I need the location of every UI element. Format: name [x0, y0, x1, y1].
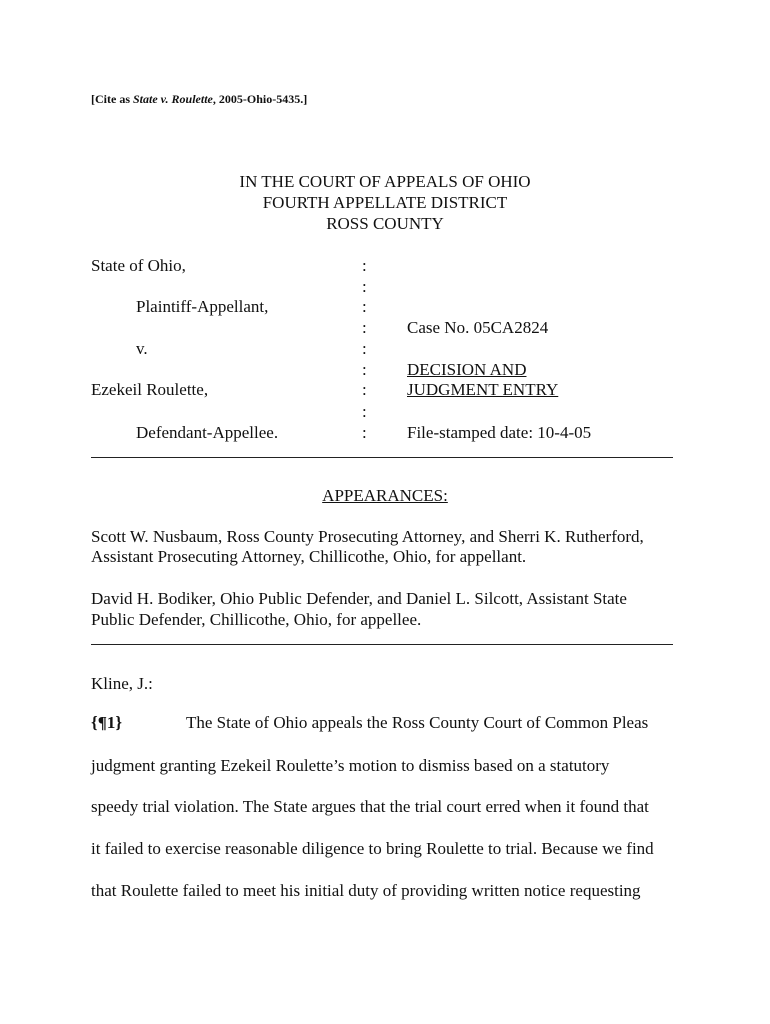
appearances-heading: APPEARANCES:	[322, 486, 448, 505]
caption-colon: :	[362, 360, 367, 379]
entry-title-line2: JUDGMENT ENTRY	[407, 380, 559, 399]
caption-colon: :	[362, 256, 367, 275]
opinion-line: speedy trial violation. The State argues that the trial court erred when it found that	[91, 797, 649, 816]
caption-colon: :	[362, 380, 367, 399]
court-district: FOURTH APPELLATE DISTRICT	[262, 193, 508, 212]
section-divider	[91, 457, 673, 458]
appellee-counsel-line2: Public Defender, Chillicothe, Ohio, for appellee.	[91, 610, 422, 629]
paragraph-marker: {¶1}	[91, 713, 123, 732]
section-divider	[91, 644, 673, 645]
appellant-counsel-line2: Assistant Prosecuting Attorney, Chillicothe, Ohio, for appellant.	[91, 547, 527, 566]
versus: v.	[136, 339, 148, 358]
citation-case-name: State v. Roulette	[133, 92, 213, 106]
caption-colon: :	[362, 277, 367, 296]
opinion-line: The State of Ohio appeals the Ross County Court of Common Pleas	[186, 713, 649, 732]
file-stamped-date: File-stamped date: 10-4-05	[407, 423, 592, 442]
opinion-line: it failed to exercise reasonable diligence to bring Roulette to trial. Because we find	[91, 839, 654, 858]
plaintiff-name: State of Ohio,	[91, 256, 186, 275]
opinion-line: that Roulette failed to meet his initial duty of providing written notice requesting	[91, 881, 641, 900]
caption-colon: :	[362, 297, 367, 316]
court-county: ROSS COUNTY	[326, 214, 444, 233]
opinion-author: Kline, J.:	[91, 674, 153, 693]
caption-colon: :	[362, 318, 367, 337]
citation	[91, 92, 307, 107]
caption-colon: :	[362, 423, 367, 442]
entry-title-line1: DECISION AND	[407, 360, 527, 379]
defendant-role: Defendant-Appellee.	[136, 423, 279, 442]
appellee-counsel-line1: David H. Bodiker, Ohio Public Defender, and Daniel L. Silcott, Assistant State	[91, 589, 627, 608]
citation-suffix: , 2005-Ohio-5435.]	[212, 92, 308, 106]
court-name: IN THE COURT OF APPEALS OF OHIO	[239, 172, 531, 191]
defendant-name: Ezekeil Roulette,	[91, 380, 209, 399]
appellant-counsel-line1: Scott W. Nusbaum, Ross County Prosecuting Attorney, and Sherri K. Rutherford,	[91, 527, 644, 546]
caption-colon: :	[362, 402, 367, 421]
plaintiff-role: Plaintiff-Appellant,	[136, 297, 269, 316]
case-number: Case No. 05CA2824	[407, 318, 549, 337]
opinion-line: judgment granting Ezekeil Roulette’s motion to dismiss based on a statutory	[91, 756, 610, 775]
caption-colon: :	[362, 339, 367, 358]
citation-prefix: [Cite as	[91, 92, 133, 106]
